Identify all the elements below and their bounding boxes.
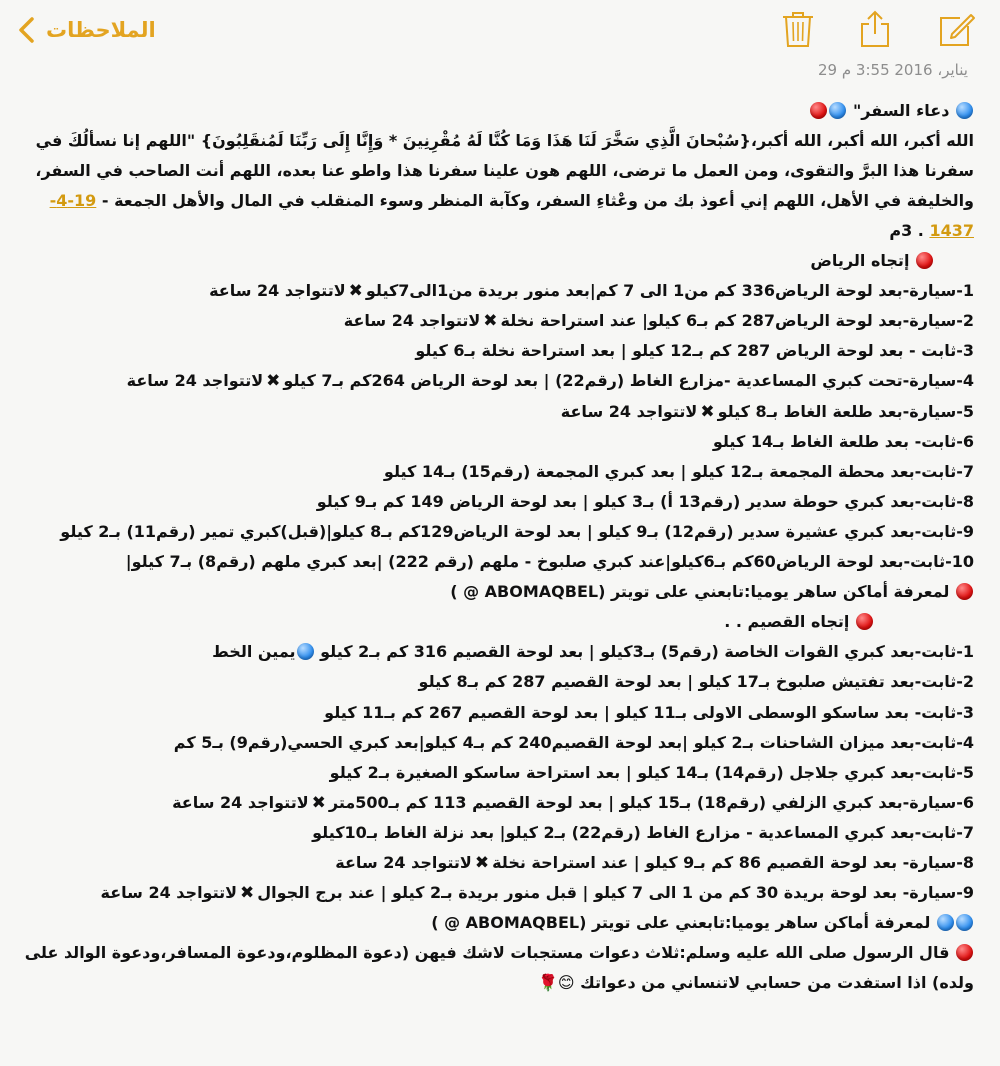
side-note-text: يمين الخط: [212, 642, 296, 662]
red-circle-icon: [916, 252, 933, 269]
x-mark-icon: ✖: [474, 852, 490, 873]
list-item: [6, 788, 974, 818]
smile-emoji-icon: 😊: [557, 973, 575, 993]
riyadh-list: [6, 276, 974, 577]
time-suffix: . 3م: [889, 221, 924, 241]
qassim-line-text: 9-سيارة- بعد لوحة بريدة 30 كم من 1 الى 7 كيلو | قبل منور بريدة بـ2 كيلو | عند برج الجوال: [257, 883, 974, 903]
blue-circle-icon: [956, 914, 973, 931]
list-item: [6, 698, 974, 728]
qassim-line-text: 1-ثابت-بعد كبري القوات الخاصة (رقم5) بـ3كيلو | بعد لوحة القصيم 316 كم بـ2 كيلو: [320, 642, 974, 662]
back-label: الملاحظات: [46, 18, 156, 42]
qassim-line-text: 5-ثابت-بعد كبري جلاجل (رقم14) بـ14 كيلو | بعد استراحة ساسكو الصغيرة بـ2 كيلو: [329, 762, 974, 782]
date-link[interactable]: 19-4-1437: [49, 191, 974, 241]
list-item: [6, 878, 974, 908]
availability-text: لاتتواجد 24 ساعة: [343, 311, 481, 331]
dua-paragraph: [6, 126, 974, 246]
x-mark-icon: ✖: [240, 883, 255, 904]
hadith-paragraph: [6, 938, 974, 998]
list-item: [6, 818, 974, 848]
riyadh-line-text: 1-سيارة-بعد لوحة الرياض336 كم من1 الى 7 كم|بعد منور بريدة من1الى7كيلو: [365, 281, 974, 301]
compose-icon[interactable]: [938, 10, 976, 48]
qassim-list: [6, 637, 974, 908]
blue-circle-icon: [829, 102, 846, 119]
blue-circle-icon: [937, 914, 954, 931]
riyadh-line-text: 6-ثابت- بعد طلعة الغاط بـ14 كيلو: [712, 431, 974, 451]
list-item: [6, 667, 974, 697]
list-item: [6, 366, 974, 396]
riyadh-heading-line: [6, 246, 974, 276]
saher-follow-text: لمعرفة أماكن ساهر يوميا:تابعني على تويتر (ABOMAQBEL @ ): [450, 582, 950, 602]
list-item: [6, 728, 974, 758]
riyadh-line-text: 10-ثابت-بعد لوحة الرياض60كم بـ6كيلو|عند كبري صلبوخ - ملهم (رقم 222) |بعد كبري ملهم (رقم8) بـ7 كيلو|: [125, 552, 974, 572]
trash-icon[interactable]: [781, 10, 815, 48]
red-circle-icon: [956, 583, 973, 600]
navigation-bar: [0, 0, 1000, 58]
qassim-line-text: 3-ثابت- بعد ساسكو الوسطى الاولى بـ11 كيلو | بعد لوحة القصيم 267 كم بـ11 كيلو: [324, 702, 974, 722]
availability-text: لاتتواجد 24 ساعة: [560, 401, 698, 421]
list-item: [6, 517, 974, 547]
saher-follow-text-2: لمعرفة أماكن ساهر يوميا:تابعني على تويتر (ABOMAQBEL @ ): [431, 913, 931, 933]
red-circle-icon: [956, 944, 973, 961]
list-item: [6, 637, 974, 667]
list-item: [6, 276, 974, 306]
share-icon[interactable]: [858, 10, 892, 48]
x-mark-icon: ✖: [483, 311, 498, 332]
red-circle-icon: [856, 613, 873, 630]
x-mark-icon: ✖: [266, 371, 281, 392]
rose-emoji-icon: 🌹: [537, 973, 558, 993]
note-date: 29 يناير، 2016 3:55 م: [818, 61, 968, 79]
availability-text: لاتتواجد 24 ساعة: [172, 792, 309, 812]
note-body[interactable]: [6, 96, 974, 998]
list-item: [6, 427, 974, 457]
saher-follow-line: [6, 577, 974, 607]
list-item: [6, 487, 974, 517]
qassim-line-text: 8-سيارة- بعد لوحة القصيم 86 كم بـ9 كيلو | عند استراحة نخلة: [492, 852, 974, 872]
availability-text: لاتتواجد 24 ساعة: [100, 883, 238, 903]
qassim-line-text: 7-ثابت-بعد كبري المساعدية - مزارع الغاط (رقم22) بـ2 كيلو| بعد نزلة الغاط بـ10كيلو: [312, 822, 974, 842]
dua-text: الله أكبر، الله أكبر، الله أكبر،{سُبْحانَ الَّذِي سَخَّرَ لَنَا هَذَا وَمَا كُنَّا لَهُ مُقْرِنِينَ * وَإِنَّا إِلَى رَبِّنَا لَمُنقَلِبُونَ} "اللهم إنا نسألُكَ في سفرنا هذا البرَّ والتقوى، ومن العمل ما ترضى، اللهم هون علينا سفرنا هذا واطو عنا بعده، اللهم أنت الصاحب في السفر، والخليفة في الأهل، اللهم إني أعوذ بك من وعْثاءِ السفر، وكآبة المنظر وسوء المنقلب في المال والأهل الجمعة -: [35, 131, 974, 211]
qassim-line-text: 4-ثابت-بعد ميزان الشاحنات بـ2 كيلو |بعد لوحة القصيم240 كم بـ4 كيلو|بعد كبري الحسي(رقم9) بـ5 كم: [173, 732, 974, 752]
list-item: [6, 336, 974, 366]
list-item: [6, 397, 974, 427]
riyadh-line-text: 4-سيارة-تحت كبري المساعدية -مزارع الغاط (رقم22) | بعد لوحة الرياض 264كم بـ7 كيلو: [283, 371, 974, 391]
riyadh-line-text: 3-ثابت - بعد لوحة الرياض 287 كم بـ12 كيلو | بعد استراحة نخلة بـ6 كيلو: [415, 341, 974, 361]
riyadh-heading: إتجاه الرياض: [810, 251, 910, 271]
riyadh-line-text: 8-ثابت-بعد كبري حوطة سدير (رقم13 أ) بـ3 كيلو | بعد لوحة الرياض 149 كم بـ9 كيلو: [316, 491, 974, 511]
list-item: [6, 758, 974, 788]
riyadh-line-text: 9-ثابت-بعد كبري عشيرة سدير (رقم12) بـ9 كيلو | بعد لوحة الرياض129كم بـ8 كيلو|(قبل)كبري تمير (رقم11) بـ2 كيلو: [60, 521, 974, 541]
hadith-text: قال الرسول صلى الله عليه وسلم:ثلاث دعوات مستجبات لاشك فيهن (دعوة المظلوم،ودعوة المسافر،ودعوة الوالد على ولده) اذا استفدت من حسابي لاتنساني من دعواتك: [24, 943, 974, 993]
list-item: [6, 848, 974, 878]
note-title: دعاء السفر": [852, 101, 950, 120]
chevron-left-icon: [16, 16, 38, 44]
x-mark-icon: ✖: [348, 281, 363, 302]
qassim-heading-line: [6, 607, 974, 637]
riyadh-line-text: 2-سيارة-بعد لوحة الرياض287 كم بـ6 كيلو| عند استراحة نخلة: [500, 311, 974, 331]
saher-follow-line-2: [6, 908, 974, 938]
list-item: [6, 457, 974, 487]
x-mark-icon: ✖: [700, 401, 715, 422]
qassim-heading: إتجاه القصيم . .: [724, 612, 850, 632]
riyadh-line-text: 7-ثابت-بعد محطة المجمعة بـ12 كيلو | بعد كبري المجمعة (رقم15) بـ14 كيلو: [383, 461, 974, 481]
list-item: [6, 306, 974, 336]
blue-circle-icon: [956, 102, 973, 119]
x-mark-icon: ✖: [311, 792, 326, 813]
availability-text: لاتتواجد 24 ساعة: [126, 371, 264, 391]
riyadh-line-text: 5-سيارة-بعد طلعة الغاط بـ8 كيلو: [717, 401, 974, 421]
blue-circle-icon: [297, 643, 314, 660]
availability-text: لاتتواجد 24 ساعة: [335, 852, 472, 872]
qassim-line-text: 6-سيارة-بعد كبري الزلفي (رقم18) بـ15 كيلو | بعد لوحة القصيم 113 كم بـ500متر: [328, 792, 974, 812]
note-title-line: [6, 96, 974, 126]
list-item: [6, 547, 974, 577]
qassim-line-text: 2-ثابت-بعد تفتيش صلبوخ بـ17 كيلو | بعد لوحة القصيم 287 كم بـ8 كيلو: [418, 672, 974, 692]
red-circle-icon: [810, 102, 827, 119]
back-button[interactable]: [16, 12, 156, 48]
availability-text: لاتتواجد 24 ساعة: [209, 281, 346, 301]
